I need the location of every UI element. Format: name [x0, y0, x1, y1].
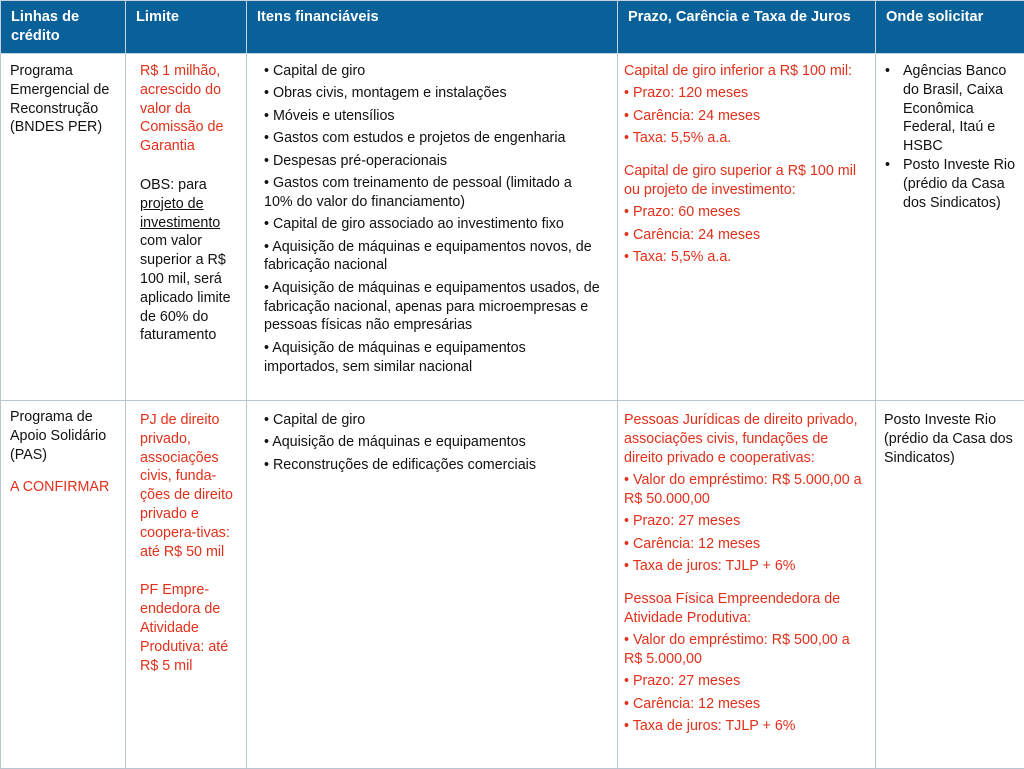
cell-linha [1, 401, 126, 769]
prazo-item: • Carência: 24 meses [624, 226, 863, 245]
header-prazo: Prazo, Carência e Taxa de Juros [618, 1, 876, 54]
prazo-item: • Taxa: 5,5% a.a. [624, 129, 863, 148]
list-item: • Despesas pré-operacionais [264, 152, 603, 171]
cell-itens [247, 401, 618, 769]
list-item: • Obras civis, montagem e instalações [264, 84, 603, 103]
prazo-heading: Capital de giro inferior a R$ 100 mil: [624, 62, 863, 81]
prazo-item: • Taxa de juros: TJLP + 6% [624, 717, 863, 736]
prazo-item: • Prazo: 60 meses [624, 203, 863, 222]
cell-prazo [618, 54, 876, 401]
header-linhas: Linhas de crédito [1, 1, 126, 54]
cell-limite [126, 54, 247, 401]
prazo-item: • Valor do empréstimo: R$ 500,00 a R$ 5.000,00 [624, 631, 863, 669]
list-item: • Móveis e utensílios [264, 107, 603, 126]
list-item: • Capital de giro associado ao investimento fixo [264, 215, 603, 234]
list-item: • Capital de giro [264, 62, 603, 81]
prazo-item: • Carência: 24 meses [624, 107, 863, 126]
cell-onde [876, 401, 1024, 769]
header-row [1, 1, 1024, 54]
list-item: • Agências Banco do Brasil, Caixa Econômica Federal, Itaú e HSBC [884, 62, 1016, 156]
limit-text: PJ de direito privado, associações civis, funda-ções de direito privado e coopera-tivas: até R$ 50 mil [140, 411, 238, 561]
onde-text: Posto Investe Rio (prédio da Casa dos Sindicatos) [884, 411, 1016, 467]
prazo-item: • Taxa de juros: TJLP + 6% [624, 557, 863, 576]
cell-prazo [618, 401, 876, 769]
cell-limite [126, 401, 247, 769]
cell-onde [876, 54, 1024, 401]
table-row [1, 401, 1024, 769]
bullet-icon: • [884, 156, 903, 212]
list-item: • Aquisição de máquinas e equipamentos [264, 433, 603, 452]
list-item: • Gastos com treinamento de pessoal (limitado a 10% do valor do financiamento) [264, 174, 603, 212]
program-name: Programa de Apoio Solidário (PAS) [10, 408, 117, 464]
prazo-item: • Prazo: 27 meses [624, 512, 863, 531]
prazo-item: • Valor do empréstimo: R$ 5.000,00 a R$ 50.000,00 [624, 471, 863, 509]
prazo-item: • Carência: 12 meses [624, 695, 863, 714]
header-itens: Itens financiáveis [247, 1, 618, 54]
list-item: • Capital de giro [264, 411, 603, 430]
prazo-item: • Prazo: 120 meses [624, 84, 863, 103]
list-item: • Aquisição de máquinas e equipamentos usados, de fabricação nacional, apenas para microempresas e pessoas físicas não empresárias [264, 279, 603, 335]
limit-text: R$ 1 milhão, acrescido do valor da Comissão de Garantia [140, 62, 238, 156]
list-item: • Aquisição de máquinas e equipamentos novos, de fabricação nacional [264, 238, 603, 276]
cell-linha [1, 54, 126, 401]
program-name: Programa Emergencial de Reconstrução (BNDES PER) [10, 62, 117, 137]
list-item: • Posto Investe Rio (prédio da Casa dos Sindicatos) [884, 156, 1016, 212]
prazo-heading: Pessoa Física Empreendedora de Atividade Produtiva: [624, 590, 863, 628]
prazo-item: • Carência: 12 meses [624, 535, 863, 554]
list-item: • Aquisição de máquinas e equipamentos importados, sem similar nacional [264, 339, 603, 377]
table-row [1, 54, 1024, 401]
list-item: • Reconstruções de edificações comerciais [264, 456, 603, 475]
prazo-item: • Taxa: 5,5% a.a. [624, 248, 863, 267]
limit-text: PF Empre-endedora de Atividade Produtiva: até R$ 5 mil [140, 581, 238, 675]
confirm-note: A CONFIRMAR [10, 478, 117, 497]
header-onde: Onde solicitar [876, 1, 1024, 54]
prazo-item: • Prazo: 27 meses [624, 672, 863, 691]
prazo-heading: Capital de giro superior a R$ 100 mil ou projeto de investimento: [624, 162, 863, 200]
list-item: • Gastos com estudos e projetos de engenharia [264, 129, 603, 148]
bullet-icon: • [884, 62, 903, 156]
prazo-heading: Pessoas Jurídicas de direito privado, associações civis, fundações de direito privado e cooperativas: [624, 411, 863, 467]
header-limite: Limite [126, 1, 247, 54]
limit-obs: OBS: para projeto de investimento com valor superior a R$ 100 mil, será aplicado limite de 60% do faturamento [140, 176, 238, 345]
cell-itens [247, 54, 618, 401]
